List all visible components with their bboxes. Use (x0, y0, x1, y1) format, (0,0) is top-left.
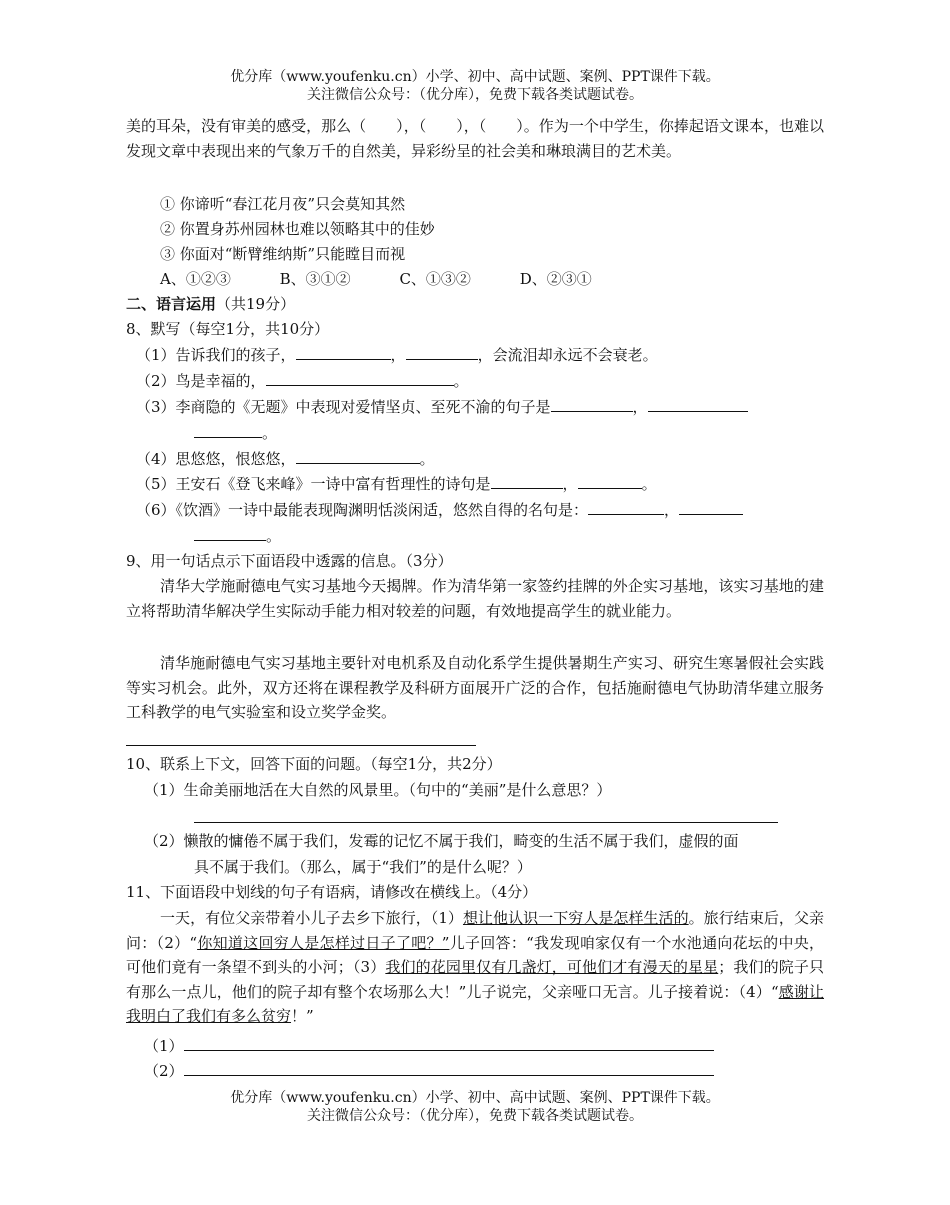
q7-paragraph: 美的耳朵，没有审美的感受，那么（ ），（ ），（ ）。作为一个中学生，你捧起语文课本，也难以发现文章中表现出来的气象万千的自然美，异彩纷呈的社会美和琳琅满目的艺术美。 (126, 117, 824, 160)
q9-title: 9、用一句话点示下面语段中透露的信息。（3分） (126, 552, 453, 570)
answer-blank[interactable] (679, 498, 743, 515)
q9-answer-line[interactable] (126, 745, 476, 746)
answer-blank[interactable] (266, 369, 454, 386)
q11-text-4: ；我们的院子只有那么一点儿，他们的院子却有整个农场那么大！”儿子说完，父亲哑口无言。儿子接着说：（4）“ (126, 958, 824, 1001)
q8-s5-comma: ， (562, 475, 578, 493)
q10-sentence-2: （2）懒散的慵倦不属于我们，发霉的记忆不属于我们，畸变的生活不属于我们，虚假的面 (144, 832, 739, 850)
q8-sentence-1 (136, 343, 658, 367)
q8-s2-text: （2）鸟是幸福的， (136, 372, 266, 390)
q11-text-5: ！” (291, 1007, 314, 1025)
q8-s3-end: 。 (262, 424, 278, 442)
page-footer-line1: 优分库（www.youfenku.cn）小学、初中、高中试题、案例、PPT课件下载。 (230, 1090, 720, 1106)
q8-s6-end: 。 (266, 527, 282, 545)
section-2-score: （共19分） (216, 295, 296, 313)
q11-answer-1-label: （1） (144, 1037, 184, 1055)
answer-blank[interactable] (578, 472, 642, 489)
page-header-line2: 关注微信公众号：（优分库），免费下载各类试题试卷。 (307, 87, 643, 103)
answer-blank[interactable] (296, 447, 420, 464)
q11-paragraph (126, 906, 824, 1029)
q8-title: 8、默写（每空1分，共10分） (126, 320, 330, 338)
q11-answer-2-label: （2） (144, 1062, 184, 1080)
q11-underlined-4: 感谢让我明白了我们有多么贫穷 (126, 982, 824, 1025)
q8-s6-text: （6）《饮酒》一诗中最能表现陶渊明恬淡闲适，悠然自得的名句是： (136, 501, 589, 519)
q11-answer-2 (144, 1059, 714, 1083)
page-footer-line2: 关注微信公众号：（优分库），免费下载各类试题试卷。 (307, 1108, 643, 1124)
q8-s6-comma: ， (664, 501, 680, 519)
q11-text-3: 儿子回答：“我发现咱家仅有一个水池通向花坛的中央，可他们竟有一条望不到头的小河；（3） (126, 933, 825, 976)
q8-sentence-4 (136, 447, 435, 471)
q9-paragraph-1: 清华大学施耐德电气实习基地今天揭牌。作为清华第一家签约挂牌的外企实习基地，该实习基地的建立将帮助清华解决学生实际动手能力相对较差的问题，有效地提高学生的就业能力。 (126, 577, 824, 620)
section-2-title: 二、语言运用 (126, 295, 217, 313)
answer-blank[interactable] (184, 1034, 714, 1051)
q7-item-2: ② 你置身苏州园林也难以领略其中的佳妙 (160, 220, 435, 238)
answer-blank[interactable] (648, 395, 748, 412)
q8-s5-end: 。 (641, 475, 657, 493)
q8-sentence-6-cont (194, 524, 281, 548)
q8-s3-text: （3）李商隐的《无题》中表现对爱情坚贞、至死不渝的句子是 (136, 398, 551, 416)
q7-item-3: ③ 你面对“断臂维纳斯”只能瞠目而视 (160, 245, 406, 263)
q11-title: 11、下面语段中划线的句子有语病，请修改在横线上。（4分） (126, 883, 538, 901)
q8-s4-end: 。 (419, 450, 435, 468)
answer-blank[interactable] (491, 472, 563, 489)
q11-underlined-1: 想让他认识一下穷人是怎样生活的 (462, 909, 689, 927)
answer-blank[interactable] (184, 1059, 714, 1076)
q8-sentence-6 (136, 498, 743, 522)
q7-options (160, 267, 636, 291)
section-2-heading (126, 292, 295, 316)
q8-s3-comma: ， (632, 398, 648, 416)
q8-sentence-5 (136, 472, 657, 496)
q8-s5-text: （5）王安石《登飞来峰》一诗中富有哲理性的诗句是 (136, 475, 491, 493)
q10-sentence-2-cont: 具不属于我们。（那么，属于“我们”的是什么呢？） (194, 858, 532, 876)
page-header-line1: 优分库（www.youfenku.cn）小学、初中、高中试题、案例、PPT课件下载。 (230, 69, 720, 85)
q7-item-1: ① 你谛听“春江花月夜”只会莫知其然 (160, 195, 406, 213)
answer-blank[interactable] (588, 498, 664, 515)
q8-s1-comma: ， (390, 346, 406, 364)
q11-answer-1 (144, 1034, 714, 1058)
q11-text-1: 一天，有位父亲带着小儿子去乡下旅行，（1） (160, 909, 463, 927)
q8-sentence-3 (136, 395, 748, 419)
q11-underlined-3: 我们的花园里仅有几盏灯，可他们才有漫天的星星 (385, 958, 719, 976)
q11-underlined-2: 你知道这回穷人是怎样过日子了吧？” (197, 933, 450, 952)
answer-blank[interactable] (551, 395, 633, 412)
q8-s1-text: （1）告诉我们的孩子， (136, 346, 296, 364)
q9-paragraph-2: 清华施耐德电气实习基地主要针对电机系及自动化系学生提供暑期生产实习、研究生寒暑假社会实践等实习机会。此外，双方还将在课程教学及科研方面展开广泛的合作，包括施耐德电气协助清华建立服务工科教学的电气实验室和设立奖学金奖。 (126, 654, 824, 721)
q10-title: 10、联系上下文，回答下面的问题。（每空1分，共2分） (126, 755, 502, 773)
q8-sentence-2 (136, 369, 469, 393)
q8-s4-text: （4）思悠悠，恨悠悠， (136, 450, 296, 468)
q11-text-2: 。旅行结束后，父亲问：（2）“ (126, 909, 824, 952)
q8-s1-end: ，会流泪却永远不会衰老。 (477, 346, 658, 364)
q7-option-c: C、①③② (399, 270, 471, 288)
answer-blank[interactable] (194, 421, 262, 438)
q10-sentence-1: （1）生命美丽地活在大自然的风景里。（句中的“美丽”是什么意思？） (144, 781, 612, 799)
q7-option-d: D、②③① (519, 270, 592, 288)
answer-blank[interactable] (296, 343, 391, 360)
answer-blank[interactable] (194, 524, 266, 541)
q7-option-a: A、①②③ (160, 270, 231, 288)
q7-option-b: B、③①② (279, 270, 351, 288)
q10-answer-line[interactable] (194, 822, 778, 823)
q8-s2-end: 。 (453, 372, 469, 390)
answer-blank[interactable] (406, 343, 478, 360)
q8-sentence-3-cont (194, 421, 277, 445)
